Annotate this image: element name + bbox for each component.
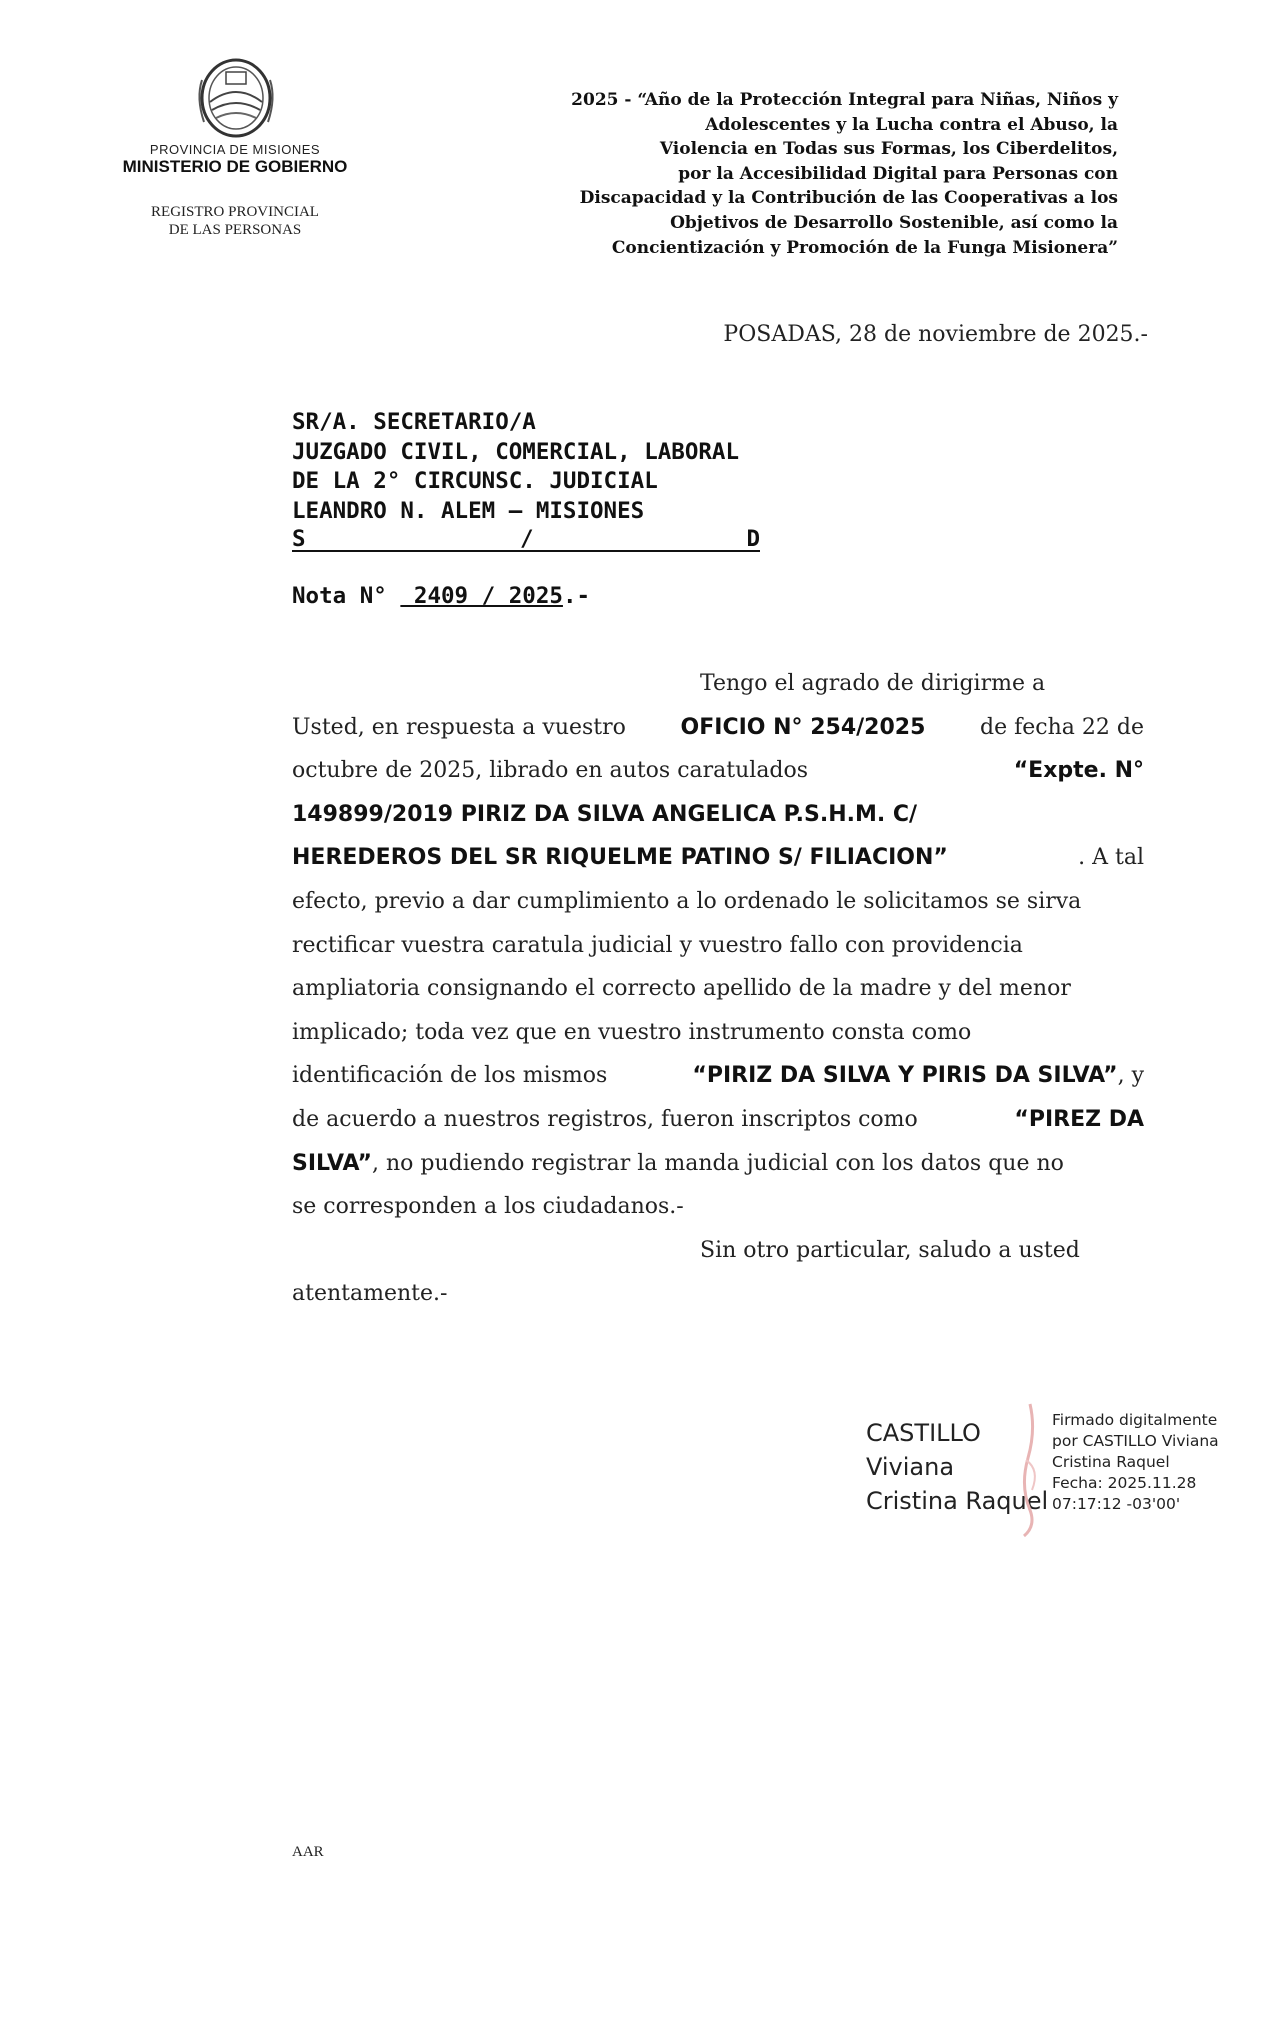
body-line <box>292 749 1144 793</box>
body-text: Tengo el agrado de dirigirme a <box>700 671 1046 696</box>
body-text: Usted, en respuesta a vuestro <box>292 714 626 740</box>
body-text: se corresponden a los ciudadanos.- <box>292 1194 684 1220</box>
body-text: de fecha 22 de <box>980 714 1144 740</box>
body-line <box>292 662 1144 706</box>
signature-stroke-icon <box>1006 1400 1046 1540</box>
oficio-reference: OFICIO N° 254/2025 <box>680 714 926 740</box>
closing-line <box>292 1229 1144 1273</box>
signature-detail-line: 07:17:12 -03'00' <box>1052 1495 1181 1513</box>
note-number-line <box>292 583 590 609</box>
body-text: , y <box>1117 1063 1144 1089</box>
body-text: efecto, previo a dar cumplimiento a lo ordenado le solicitamos se sirva <box>292 888 1082 914</box>
signature-detail-line: por CASTILLO Viviana <box>1052 1432 1219 1450</box>
signature-detail-line: Firmado digitalmente <box>1052 1411 1218 1429</box>
expediente-reference: “Expte. N° <box>1013 758 1144 784</box>
body-line <box>292 880 1144 924</box>
signer-name-line: Viviana <box>866 1453 955 1481</box>
body-text: rectificar vuestra caratula judicial y vuestro fallo con providencia <box>292 932 1023 958</box>
recipient-line: SR/A. SECRETARIO/A <box>292 409 536 435</box>
typist-initials: AAR <box>292 1844 324 1860</box>
signer-name-line: Cristina Raquel <box>866 1487 1049 1515</box>
body-text: octubre de 2025, librado en autos caratulados <box>292 758 809 784</box>
recipient-address <box>292 408 892 526</box>
body-text: atentamente.- <box>292 1281 448 1307</box>
case-title: HEREDEROS DEL SR RIQUELME PATINO S/ FILIACION” <box>292 845 948 871</box>
body-line <box>292 836 1144 880</box>
note-label: Nota N° <box>292 583 387 609</box>
letter-date: POSADAS, 28 de noviembre de 2025.- <box>723 322 1148 347</box>
signature-detail-line: Cristina Raquel <box>1052 1453 1170 1471</box>
sd-slash: / <box>520 526 534 552</box>
signer-name-line: CASTILLO <box>866 1419 981 1447</box>
note-suffix: .- <box>562 583 591 609</box>
registered-surname: “PIREZ DA <box>1014 1106 1144 1132</box>
sd-d: D <box>746 526 760 552</box>
surname-in-court-record: “PIRIZ DA SILVA Y PIRIS DA SILVA” <box>692 1063 1118 1089</box>
body-line <box>292 967 1144 1011</box>
body-text: de acuerdo a nuestros registros, fueron inscriptos como <box>292 1106 918 1132</box>
body-line <box>292 1098 1144 1142</box>
note-number: 2409 / 2025 <box>400 583 563 609</box>
motto-line: Discapacidad y la Contribución de las Cooperativas a los <box>579 188 1118 209</box>
motto-line: Violencia en Todas sus Formas, los Ciberdelitos, <box>659 139 1118 160</box>
body-text: identificación de los mismos <box>292 1063 608 1089</box>
motto-line: Adolescentes y la Lucha contra el Abuso, la <box>705 114 1118 135</box>
body-text: . A tal <box>1078 845 1144 871</box>
body-line <box>292 1054 1144 1098</box>
digital-signature-details <box>1052 1410 1232 1515</box>
registry-name-line2: DE LAS PERSONAS <box>168 222 302 238</box>
motto-line: Concientización y Promoción de la Funga Misionera” <box>611 237 1118 258</box>
ministry-name: MINISTERIO DE GOBIERNO <box>122 157 348 176</box>
case-title: 149899/2019 PIRIZ DA SILVA ANGELICA P.S.H.M. C/ <box>292 801 918 827</box>
letter-body <box>292 662 1144 1316</box>
closing-line <box>292 1272 1144 1316</box>
body-line <box>292 706 1144 750</box>
su-despacho-line <box>292 526 760 556</box>
motto-line: por la Accesibilidad Digital para Personas con <box>678 163 1118 184</box>
body-line <box>292 1011 1144 1055</box>
body-text: ampliatoria consignando el correcto apellido de la madre y del menor <box>292 976 1071 1002</box>
body-line <box>292 1142 1144 1186</box>
year-motto <box>470 88 1118 260</box>
recipient-line: DE LA 2° CIRCUNSC. JUDICIAL <box>292 468 658 494</box>
registered-surname: SILVA” <box>292 1150 373 1176</box>
body-text: , no pudiendo registrar la manda judicial con los datos que no <box>372 1150 1064 1176</box>
motto-line: 2025 - “Año de la Protección Integral para Niñas, Niños y <box>571 90 1118 110</box>
registry-name-line1: REGISTRO PROVINCIAL <box>151 204 319 220</box>
sd-s: S <box>292 526 306 552</box>
recipient-line: JUZGADO CIVIL, COMERCIAL, LABORAL <box>292 438 740 465</box>
body-text: Sin otro particular, saludo a usted <box>700 1237 1080 1263</box>
recipient-line: LEANDRO N. ALEM – MISIONES <box>292 497 645 524</box>
province-name: PROVINCIA DE MISIONES <box>149 142 321 157</box>
body-line <box>292 1185 1144 1229</box>
body-text: implicado; toda vez que en vuestro instrumento consta como <box>292 1019 972 1045</box>
provincial-crest-logo <box>186 52 286 142</box>
signature-detail-line: Fecha: 2025.11.28 <box>1052 1474 1197 1492</box>
body-line <box>292 793 1144 837</box>
motto-line: Objetivos de Desarrollo Sostenible, así como la <box>670 212 1118 233</box>
body-line <box>292 924 1144 968</box>
